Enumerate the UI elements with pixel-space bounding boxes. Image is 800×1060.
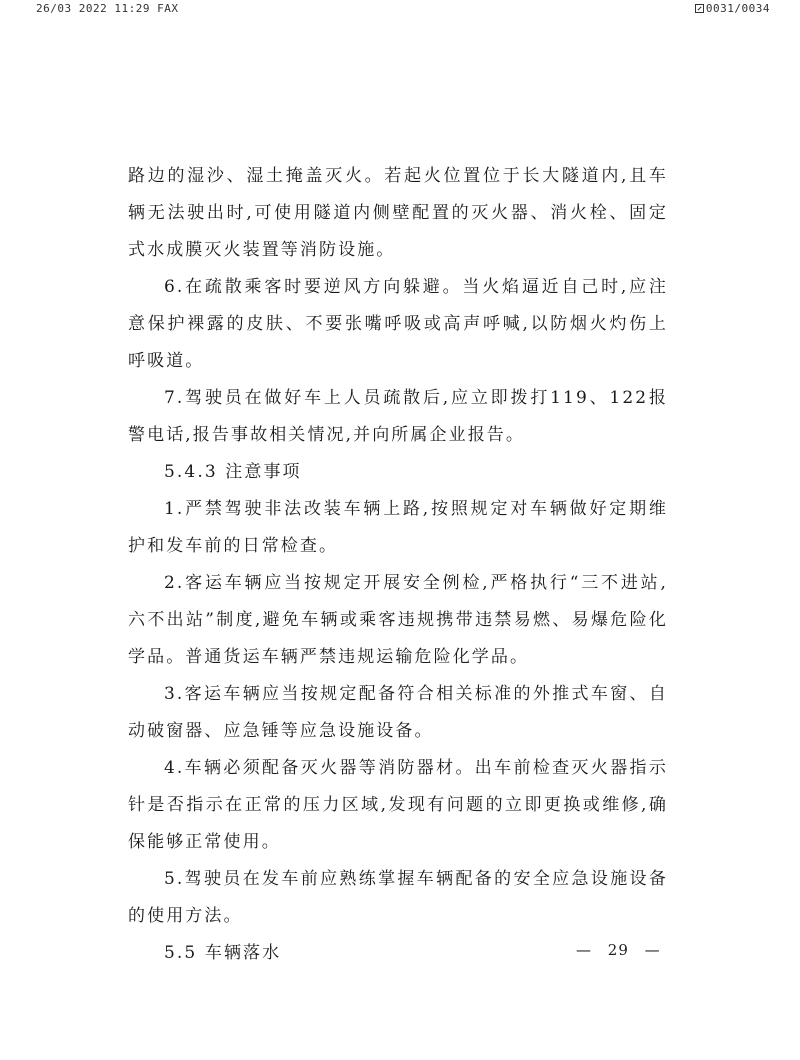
paragraph-note-3: 3.客运车辆应当按规定配备符合相关标准的外推式车窗、自动破窗器、应急锤等应急设施设备。 xyxy=(128,684,668,741)
paragraph-note-5: 5.驾驶员在发车前应熟练掌握车辆配备的安全应急设施设备的使用方法。 xyxy=(128,869,668,926)
footer-dash-left: — xyxy=(576,941,592,959)
section-heading-5-5: 5.5 车辆落水 xyxy=(164,943,282,963)
paragraph-continuation: 路边的湿沙、湿土掩盖灭火。若起火位置位于长大隧道内,且车辆无法驶出时,可使用隧道内侧壁配置的灭火器、消火栓、固定式水成膜灭火装置等消防设施。 xyxy=(128,166,668,260)
paragraph-note-4: 4.车辆必须配备灭火器等消防器材。出车前检查灭火器指示针是否指示在正常的压力区域,发现有问题的立即更换或维修,确保能够正常使用。 xyxy=(128,758,668,852)
section-heading-5-4-3: 5.4.3 注意事项 xyxy=(164,462,302,482)
page-number: 29 xyxy=(607,941,629,959)
fax-header xyxy=(0,0,800,20)
paragraph-note-2: 2.客运车辆应当按规定开展安全例检,严格执行“三不进站,六不出站”制度,避免车辆或乘客违规携带违禁易燃、易爆危险化学品。普通货运车辆严禁违规运输危险化学品。 xyxy=(128,573,668,667)
paragraph-note-1: 1.严禁驾驶非法改装车辆上路,按照规定对车辆做好定期维护和发车前的日常检查。 xyxy=(128,499,668,556)
fax-page-icon xyxy=(695,4,704,13)
fax-datetime: 26/03 2022 11:29 FAX xyxy=(36,2,179,15)
paragraph-item-7: 7.驾驶员在做好车上人员疏散后,应立即拨打119、122报警电话,报告事故相关情况,并向所属企业报告。 xyxy=(128,388,668,445)
document-body xyxy=(128,158,668,972)
footer-dash-right: — xyxy=(644,941,661,959)
fax-page-counter xyxy=(695,2,770,15)
page-number-footer xyxy=(576,941,661,959)
paragraph-item-6: 6.在疏散乘客时要逆风方向躲避。当火焰逼近自己时,应注意保护裸露的皮肤、不要张嘴呼吸或高声呼喊,以防烟火灼伤上呼吸道。 xyxy=(128,277,668,371)
fax-page-counter-text: 0031/0034 xyxy=(705,2,770,15)
